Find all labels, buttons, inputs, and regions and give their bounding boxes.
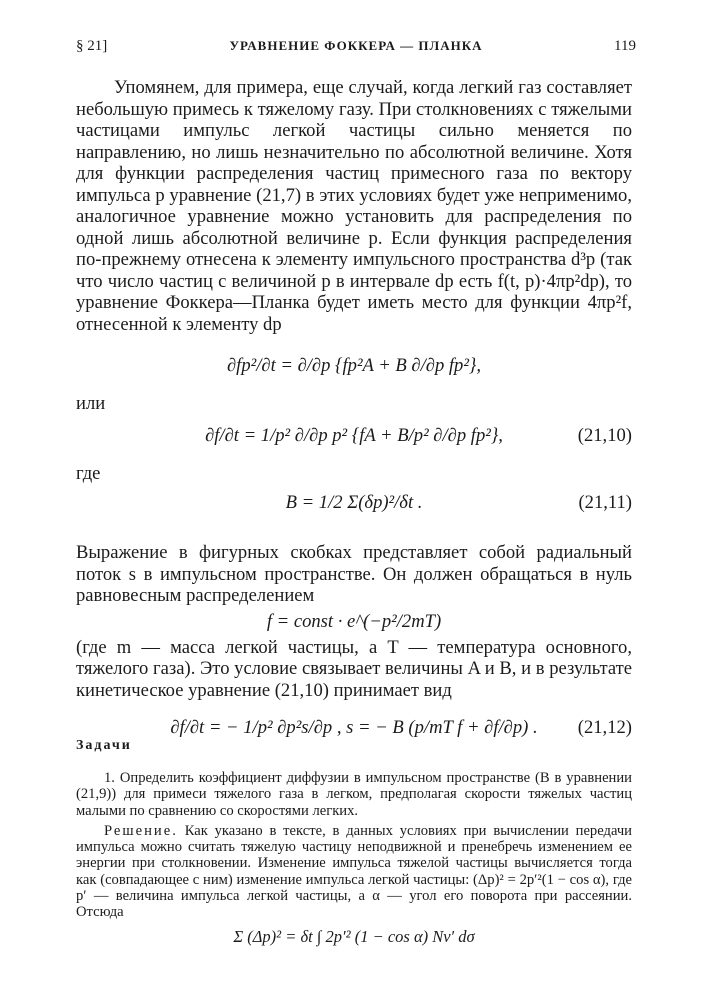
equation-21-12-body: ∂f/∂t = − 1/p² ∂p²s/∂p , s = − B (p/mT f + ∂f/∂p) . — [170, 717, 538, 738]
page-number: 119 — [614, 38, 636, 54]
paragraph-1: Упомянем, для примера, еще случай, когда легкий газ составляет небольшую примесь к тяжелому газу. При столкновениях с тяжелыми частицами импульс легкой частицы сильно меняется по направлению, но лишь незначительно по абсолютной величине. Хотя для функции распределения частиц примесного газа по вектору импульса p уравнение (21,7) в этих условиях будет уже неприменимо, аналогичное уравнение можно установить для распределения по одной лишь абсолютной величине p. Если функция распределения по-прежнему отнесена к элементу импульсного пространства d³p (так что число частиц с величиной p в интервале dp есть f(t, p)·4πp²dp), то уравнение Фоккера—Планка будет иметь место для функции 4πp²f, отнесенной к элементу dp — [76, 77, 632, 335]
problem-1: 1. Определить коэффициент диффузии в импульсном пространстве (B в уравнении (21,9)) для примеси тяжелого газа в легком, предполагая скорости тяжелых частиц малыми по сравнению со скоростями легких. — [76, 770, 632, 819]
equation-21-11 — [76, 484, 632, 528]
running-header — [76, 38, 636, 58]
equation-21-12 — [76, 707, 632, 751]
equation-number-21-12: (21,12) — [577, 717, 632, 738]
tasks-heading: Задачи — [76, 738, 132, 753]
running-title: УРАВНЕНИЕ ФОККЕРА — ПЛАНКА — [229, 38, 483, 53]
equation-equilibrium — [76, 607, 632, 637]
main-text — [76, 77, 632, 751]
paragraph-3: (где m — масса легкой частицы, а T — температура основного, тяжелого газа). Это условие связывает величины A и B, и в результате кинетическое уравнение (21,10) принимает вид — [76, 636, 632, 701]
word-where: где — [76, 462, 101, 484]
equation-21-10 — [76, 415, 632, 459]
word-or: или — [76, 393, 106, 414]
tasks-section — [76, 770, 632, 945]
equation-number-21-11: (21,11) — [578, 492, 632, 513]
equation-1 — [76, 345, 632, 389]
final-equation: Σ (Δp)² = δt ∫ 2p′² (1 − cos α) Nv′ dσ — [233, 926, 475, 946]
solution-text: Как указано в тексте, в данных условиях при вычислении передачи импульса можно считать тяжелую частицу неподвижной и пренебречь изменением ее энергии при столкновении. Изменение импульса тяжелой частицы вычисляется тогда как (совпадающее с ним) изменение импульса легкой частицы: (Δp)² = 2p′²(1 − cos α), где p′ — величина импульса легкой частицы, а α — угол его поворота при рассеянии. Отсюда — [76, 822, 632, 921]
solution-label: Решение. — [104, 822, 178, 839]
equation-number-21-10: (21,10) — [577, 424, 632, 446]
equation-equilibrium-body: f = const · e^(−p²/2mT) — [266, 610, 442, 632]
solution-paragraph — [76, 823, 632, 921]
paragraph-2: Выражение в фигурных скобках представляет собой радиальный поток s в импульсном пространстве. Он должен обращаться в нуль равновесным распределением — [76, 542, 632, 606]
equation-21-10-body: ∂f/∂t = 1/p² ∂/∂p p² {fA + B/p² ∂/∂p fp²}, — [205, 424, 503, 446]
section-label: § 21] — [76, 38, 108, 54]
equation-21-11-body: B = 1/2 Σ(δp)²/δt . — [285, 492, 423, 513]
equation-1-body: ∂fp²/∂t = ∂/∂p {fp²A + B ∂/∂p fp²}, — [226, 355, 482, 376]
